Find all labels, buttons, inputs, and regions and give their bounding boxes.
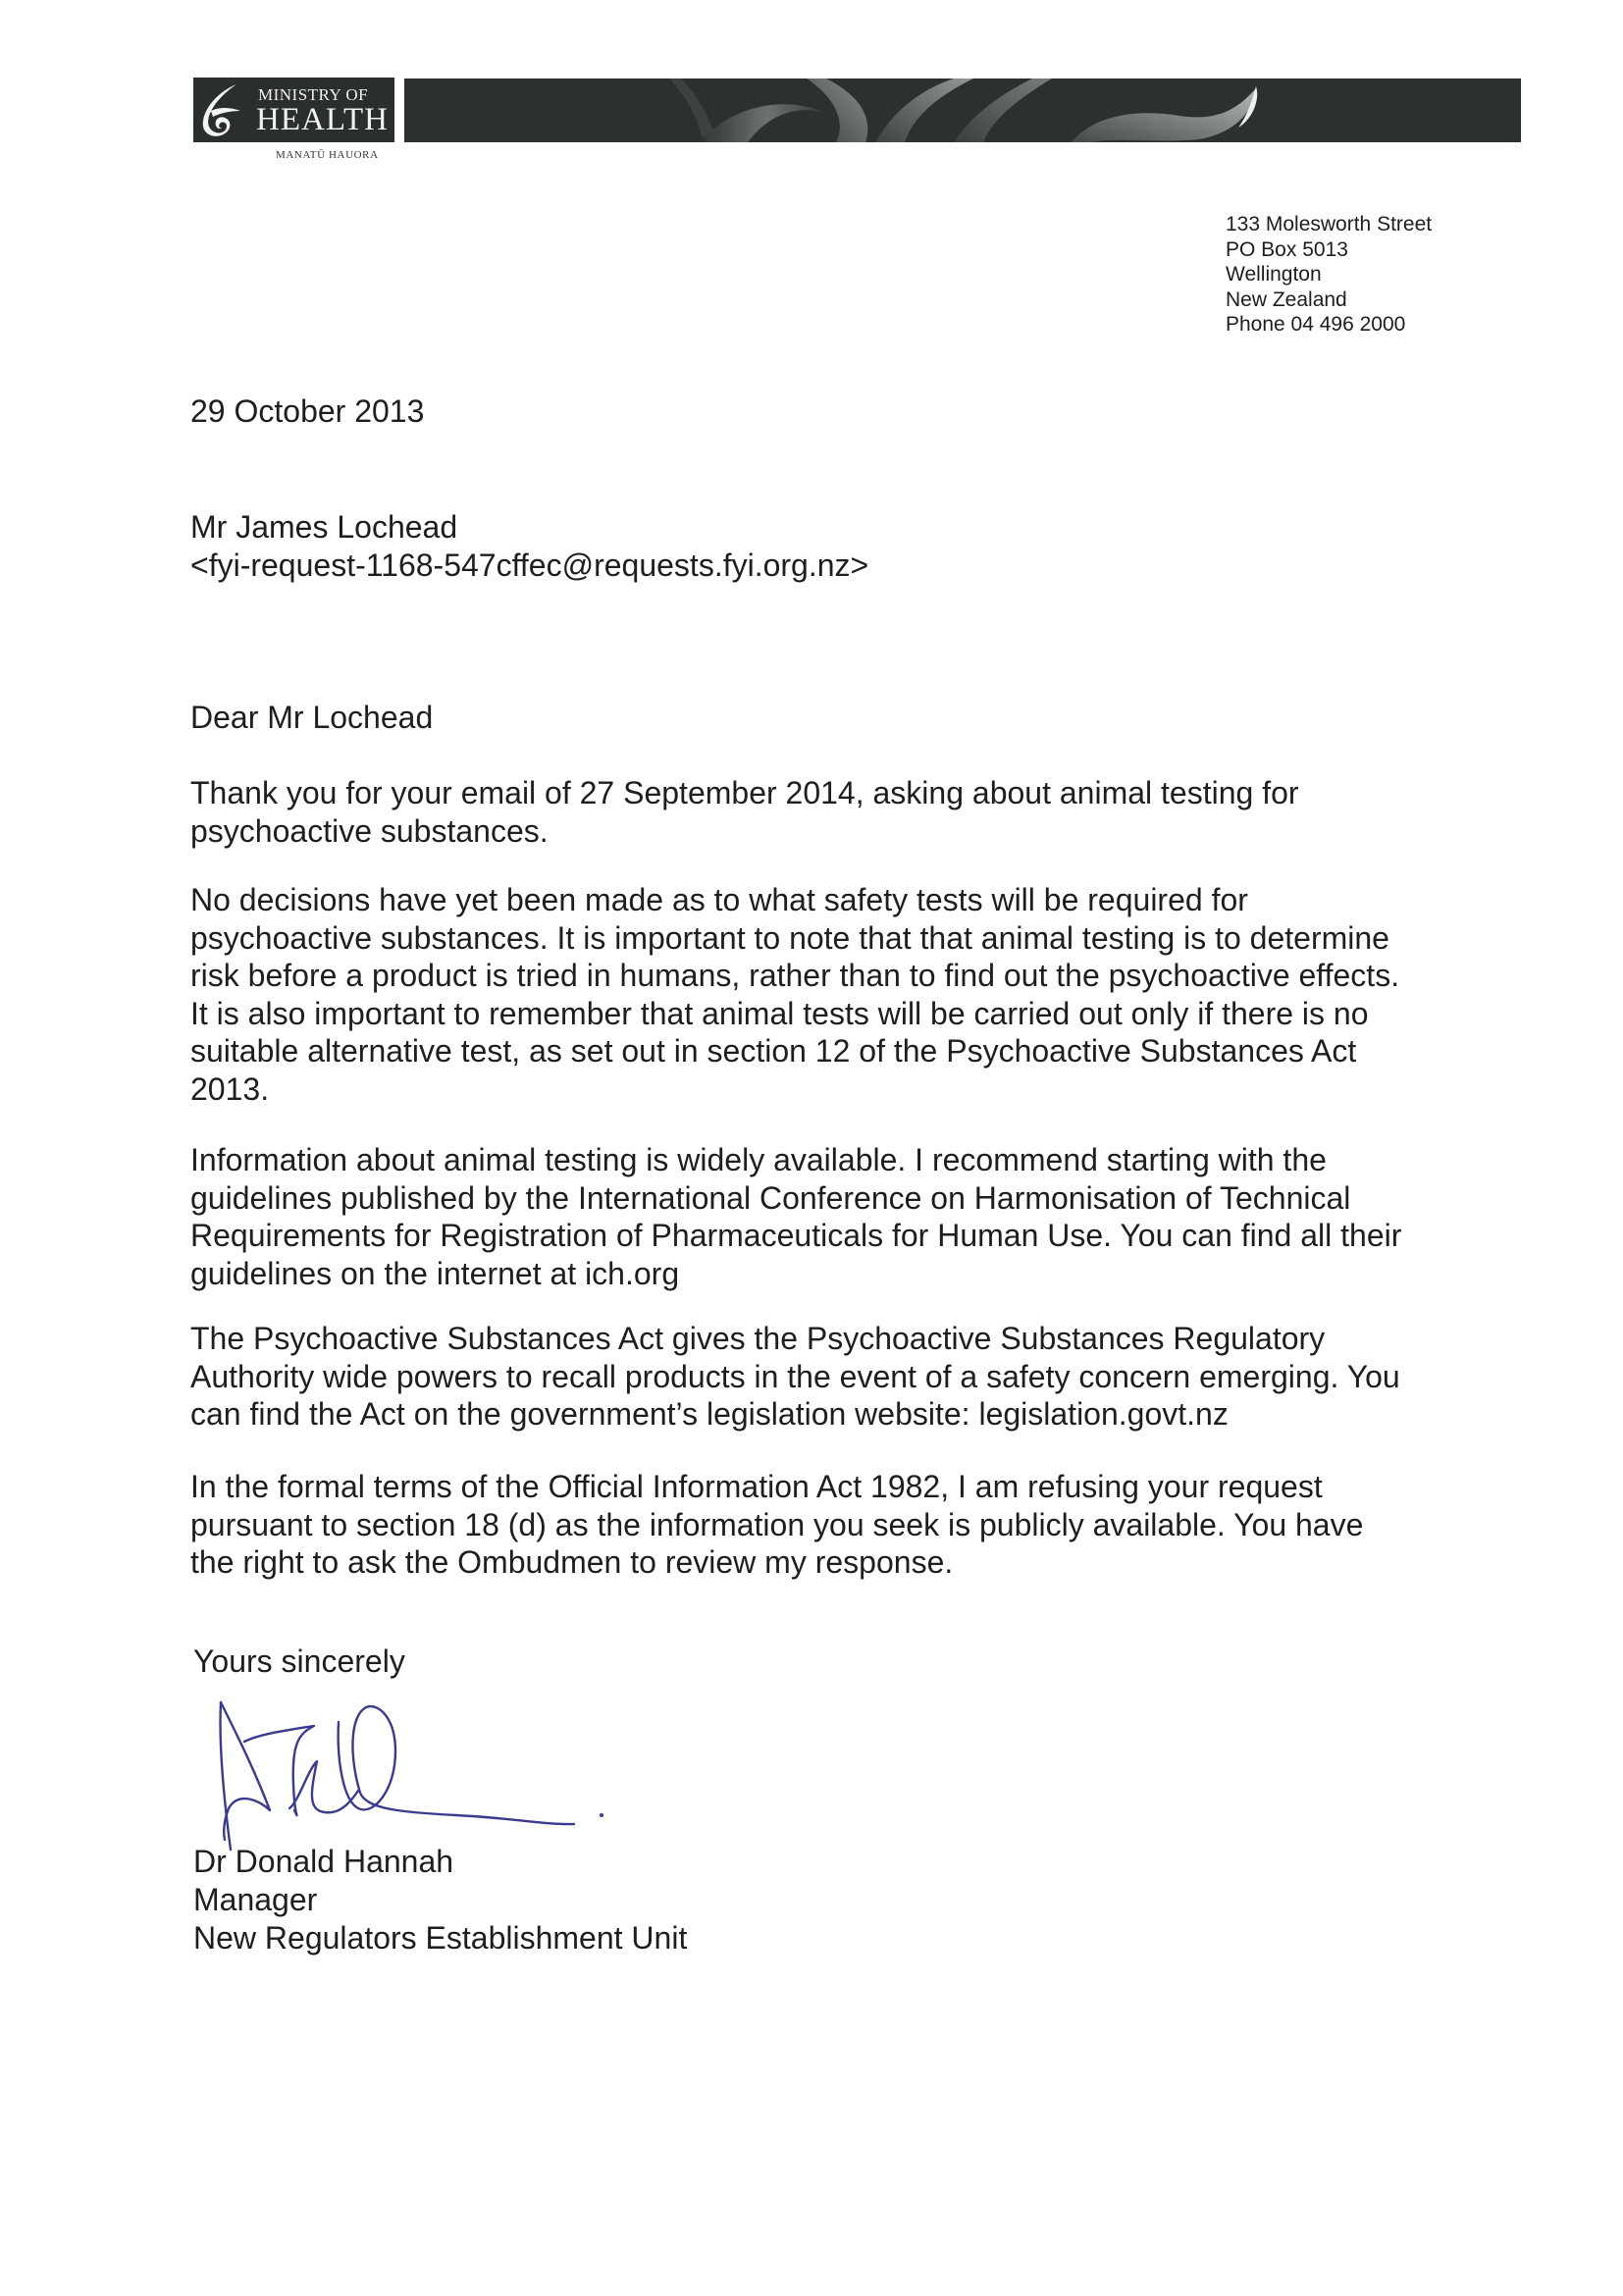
address-line: New Zealand xyxy=(1226,287,1347,311)
paragraph-line: It is also important to remember that animal tests will be carried out only if there is no xyxy=(190,995,1369,1031)
paragraph-line: guidelines on the internet at ich.org xyxy=(190,1255,680,1291)
address-line: Wellington xyxy=(1226,263,1322,286)
paragraph-line: risk before a product is tried in humans, rather than to find out the psychoactive effects. xyxy=(190,958,1400,993)
paragraph-line: Information about animal testing is widely available. I recommend starting with the xyxy=(190,1142,1327,1177)
paragraph-line: Thank you for your email of 27 September 2014, asking about animal testing for xyxy=(190,775,1299,810)
ministry-logo xyxy=(193,78,394,142)
org-name-line2: HEALTH xyxy=(256,102,389,137)
signatory-unit: New Regulators Establishment Unit xyxy=(193,1920,688,1956)
signatory-title: Manager xyxy=(193,1882,318,1917)
koru-pattern-graphic xyxy=(404,78,1521,142)
letterhead-banner xyxy=(404,78,1521,142)
paragraph-2 xyxy=(190,881,1399,1108)
letter-date: 29 October 2013 xyxy=(190,393,425,429)
paragraph-line: No decisions have yet been made as to what safety tests will be required for xyxy=(190,882,1248,917)
org-maori-name: MANATŪ HAUORA xyxy=(276,149,379,161)
paragraph-4 xyxy=(190,1320,1400,1434)
paragraph-line: guidelines published by the International Conference on Harmonisation of Technical xyxy=(190,1179,1351,1216)
closing: Yours sincerely xyxy=(193,1644,405,1679)
handwritten-signature-icon xyxy=(201,1693,643,1859)
recipient-name: Mr James Lochead xyxy=(190,509,458,545)
address-line: PO Box 5013 xyxy=(1226,237,1348,261)
paragraph-3 xyxy=(190,1141,1401,1292)
paragraph-line: psychoactive substances. It is important to note that that animal testing is to determine xyxy=(190,919,1389,956)
org-name-line1: MINISTRY OF xyxy=(258,85,369,104)
paragraph-line: psychoactive substances. xyxy=(190,812,549,849)
paragraph-line: The Psychoactive Substances Act gives the Psychoactive Substances Regulatory xyxy=(190,1321,1326,1356)
sender-address xyxy=(1226,212,1432,338)
paragraph-1 xyxy=(190,774,1299,850)
address-phone: Phone 04 496 2000 xyxy=(1226,313,1406,336)
paragraph-line: the right to ask the Ombudmen to review my response. xyxy=(190,1544,954,1580)
paragraph-5 xyxy=(190,1468,1363,1582)
paragraph-line: In the formal terms of the Official Information Act 1982, I am refusing your request xyxy=(190,1469,1323,1504)
address-line: 133 Molesworth Street xyxy=(1226,213,1433,235)
koru-logo-icon xyxy=(197,81,248,138)
recipient-email: <fyi-request-1168-547cffec@requests.fyi.org.nz> xyxy=(190,548,869,583)
signatory-name: Dr Donald Hannah xyxy=(193,1844,454,1879)
paragraph-line: Authority wide powers to recall products in the event of a safety concern emerging. You xyxy=(190,1358,1400,1394)
paragraph-line: Requirements for Registration of Pharmaceuticals for Human Use. You can find all their xyxy=(190,1218,1402,1253)
paragraph-line: suitable alternative test, as set out in section 12 of the Psychoactive Substances Act xyxy=(190,1033,1357,1069)
paragraph-line: can find the Act on the government’s legislation website: legislation.govt.nz xyxy=(190,1396,1229,1432)
paragraph-line: 2013. xyxy=(190,1070,270,1107)
salutation: Dear Mr Lochead xyxy=(190,700,434,735)
paragraph-line: pursuant to section 18 (d) as the information you seek is publicly available. You have xyxy=(190,1506,1364,1542)
